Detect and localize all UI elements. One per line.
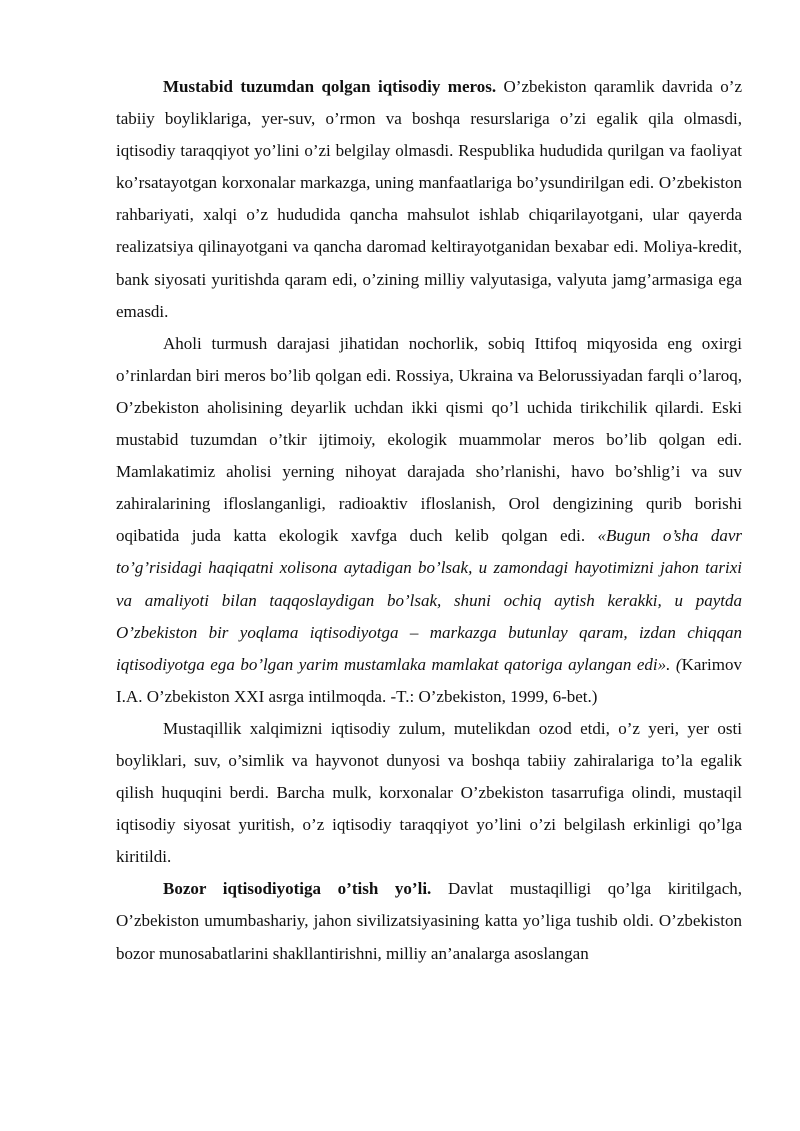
section-heading-economic-legacy: Mustabid tuzumdan qolgan iqtisodiy meros.	[163, 77, 497, 96]
paragraph-text: Davlat mustaqilligi qo’lga kiritilgach, O’zbekiston umumbashariy, jahon sivilizatsiyasining katta yo’liga tushib oldi. O’zbekiston bozor munosabatlarini shakllantirishni, milliy an’analarga asoslangan	[116, 879, 742, 963]
citation: Karimov I.A. O’zbekiston XXI asrga intilmoqda. -T.: O’zbekiston, 1999, 6-bet.)	[116, 654, 742, 706]
paragraph-text: Aholi turmush darajasi jihatidan nochorlik, sobiq Ittifoq miqyosida eng oxirgi o’rinlardan biri meros bo’lib qolgan edi. Rossiya, Ukraina va Belorussiyadan farqli o’laroq, O’zbekiston aholisining deyarlik uchdan ikki qismi qo’l uchida tirikchilik qilardi. Eski mustabid tuzumdan o’tkir ijtimoiy, ekologik muammolar meros bo’lib qolgan edi. Mamlakatimiz aholisi yerning nihoyat darajada sho’rlanishi, havo bo’shlig’i va suv zahiralarining ifloslanganligi, radioaktiv ifloslanish, Orol dengizining qurib borishi oqibatida juda katta ekologik xavfga duch kelib qolgan edi.	[116, 333, 742, 546]
section-heading-market-economy: Bozor iqtisodiyotiga o’tish yo’li.	[163, 879, 432, 899]
paragraph-economic-legacy	[116, 71, 742, 328]
paragraph-text: O’zbekiston qaramlik davrida o’z tabiiy boyliklariga, yer-suv, o’rmon va boshqa resurslariga o’zi egalik qila olmasdi, iqtisodiy taraqqiyot yo’lini o’zi belgilay olmasdi. Respublika hududida qurilgan va faoliyat ko’rsatayotgan korxonalar markazga, uning manfaatlariga bo’ysundirilgan edi. O’zbekiston rahbariyati, xalqi o’z hududida qancha mahsulot ishlab chiqarilayotgani, ular qayerda realizatsiya qilinayotgani va qancha daromad keltirayotganidan bexabar edi. Moliya-kredit, bank siyosati yuritishda qaram edi, o’zining milliy valyutasiga, valyuta jamg’armasiga ega emasdi.	[116, 77, 742, 321]
quotation: «Bugun o’sha davr to’g’risidagi haqiqatni xolisona aytadigan bo’lsak, u zamondagi hayotimizni jahon tarixi va amaliyoti bilan taqqoslaydigan bo’lsak, shuni ochiq aytish kerakki, u paytda O’zbekiston bir yoqlama iqtisodiyotga – markazga butunlay qaram, izdan chiqqan iqtisodiyotga ega bo’lgan yarim mustamlaka mamlakat qatoriga aylangan edi». (	[116, 526, 742, 674]
document-page	[116, 71, 742, 970]
paragraph-independence	[116, 713, 742, 873]
paragraph-text: Mustaqillik xalqimizni iqtisodiy zulum, mutelikdan ozod etdi, o’z yeri, yer osti boyliklari, suv, o’simlik va hayvonot dunyosi va boshqa tabiiy zahiralariga to’la egalik qilish huquqini berdi. Barcha mulk, korxonalar O’zbekiston tasarrufiga olindi, mustaqil iqtisodiy siyosat yuritish, o’z iqtisodiy taraqqiyot yo’lini o’zi belgilash erkinligi qo’lga kiritildi.	[116, 718, 742, 867]
paragraph-market-economy	[116, 873, 742, 969]
paragraph-living-standards	[116, 328, 742, 713]
